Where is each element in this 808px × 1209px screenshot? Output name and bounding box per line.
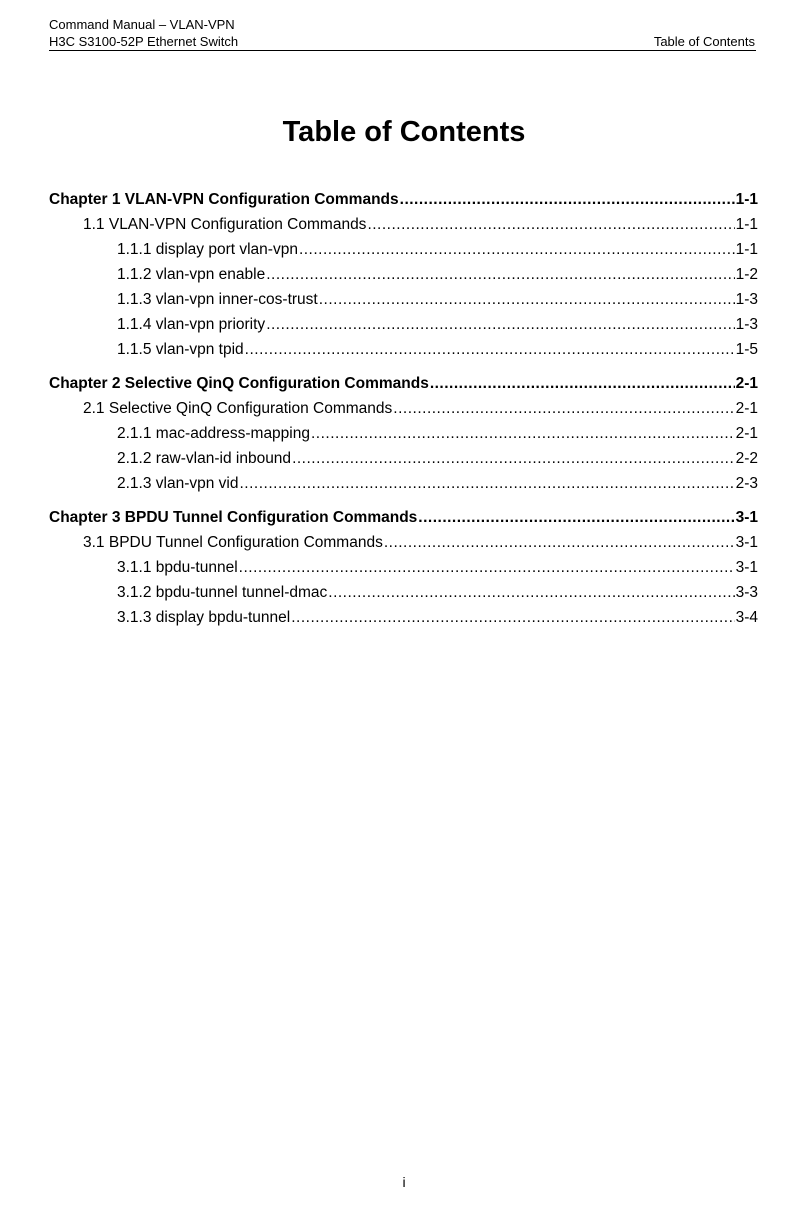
toc-dot-leader [266,312,734,337]
page-number: i [402,1174,406,1190]
toc-entry-section-3-1[interactable] [49,530,758,555]
toc-entry-page: 1-2 [735,266,758,283]
header-divider [49,50,756,51]
toc-entry-title: 1.1.5 vlan-vpn tpid [117,341,244,358]
toc-entry-title: 2.1.2 raw-vlan-id inbound [117,450,292,467]
toc-entry-title: Chapter 3 BPDU Tunnel Configuration Commands [49,509,418,526]
toc-entry-title: 3.1.3 display bpdu-tunnel [117,609,291,626]
toc-entry-page: 3-3 [735,584,758,601]
toc-dot-leader [266,262,734,287]
toc-entry-page: 1-1 [735,216,758,233]
toc-entry-section-1-1-2[interactable] [49,262,758,287]
toc-dot-leader [400,187,735,212]
toc-entry-section-1-1-1[interactable] [49,237,758,262]
toc-dot-leader [328,580,734,605]
toc-entry-page: 3-1 [735,509,758,526]
table-of-contents [49,187,758,630]
page-title: Table of Contents [282,116,526,148]
toc-entry-chapter-3[interactable] [49,505,758,530]
toc-entry-page: 1-1 [735,191,758,208]
header-manual-title: Command Manual – VLAN-VPN [49,17,235,32]
toc-dot-leader [367,212,734,237]
toc-entry-chapter-2[interactable] [49,371,758,396]
toc-entry-section-1-1-5[interactable] [49,337,758,362]
toc-dot-leader [240,471,735,496]
toc-entry-title: 3.1 BPDU Tunnel Configuration Commands [83,534,383,551]
toc-entry-chapter-1[interactable] [49,187,758,212]
toc-entry-page: 1-3 [735,316,758,333]
toc-entry-page: 1-3 [735,291,758,308]
toc-entry-page: 2-2 [735,450,758,467]
toc-entry-section-2-1[interactable] [49,396,758,421]
toc-entry-page: 2-1 [735,375,758,392]
toc-entry-title: 1.1.4 vlan-vpn priority [117,316,266,333]
toc-entry-title: 2.1.3 vlan-vpn vid [117,475,239,492]
toc-entry-section-1-1-4[interactable] [49,312,758,337]
toc-dot-leader [311,421,735,446]
toc-entry-title: 1.1.2 vlan-vpn enable [117,266,266,283]
toc-entry-title: 1.1.1 display port vlan-vpn [117,241,298,258]
toc-dot-leader [299,237,735,262]
toc-dot-leader [418,505,734,530]
toc-entry-section-2-1-2[interactable] [49,446,758,471]
toc-entry-section-2-1-3[interactable] [49,471,758,496]
toc-dot-leader [245,337,735,362]
toc-entry-section-3-1-1[interactable] [49,555,758,580]
toc-entry-section-1-1-3[interactable] [49,287,758,312]
toc-dot-leader [292,446,735,471]
toc-entry-page: 3-1 [735,559,758,576]
toc-entry-section-2-1-1[interactable] [49,421,758,446]
toc-entry-section-3-1-2[interactable] [49,580,758,605]
toc-entry-page: 1-1 [735,241,758,258]
toc-dot-leader [384,530,735,555]
toc-entry-page: 3-1 [735,534,758,551]
toc-dot-leader [393,396,734,421]
header-section-name: Table of Contents [653,34,755,49]
toc-dot-leader [239,555,735,580]
toc-entry-section-1-1[interactable] [49,212,758,237]
toc-entry-title: 3.1.1 bpdu-tunnel [117,559,238,576]
toc-dot-leader [319,287,735,312]
toc-entry-title: Chapter 2 Selective QinQ Configuration Commands [49,375,429,392]
toc-dot-leader [430,371,735,396]
toc-dot-leader [291,605,734,630]
toc-entry-page: 1-5 [735,341,758,358]
toc-entry-title: 3.1.2 bpdu-tunnel tunnel-dmac [117,584,328,601]
toc-entry-page: 2-1 [735,400,758,417]
toc-entry-title: 2.1 Selective QinQ Configuration Commands [83,400,393,417]
header-second-row [49,33,755,50]
header-product-name: H3C S3100-52P Ethernet Switch [49,34,239,49]
page-header [49,16,755,50]
toc-entry-page: 2-3 [735,475,758,492]
toc-entry-section-3-1-3[interactable] [49,605,758,630]
toc-entry-title: Chapter 1 VLAN-VPN Configuration Commands [49,191,399,208]
toc-entry-title: 1.1 VLAN-VPN Configuration Commands [83,216,367,233]
toc-entry-title: 2.1.1 mac-address-mapping [117,425,310,442]
page-footer [0,1174,808,1190]
toc-entry-page: 3-4 [735,609,758,626]
toc-entry-title: 1.1.3 vlan-vpn inner-cos-trust [117,291,318,308]
toc-entry-page: 2-1 [735,425,758,442]
